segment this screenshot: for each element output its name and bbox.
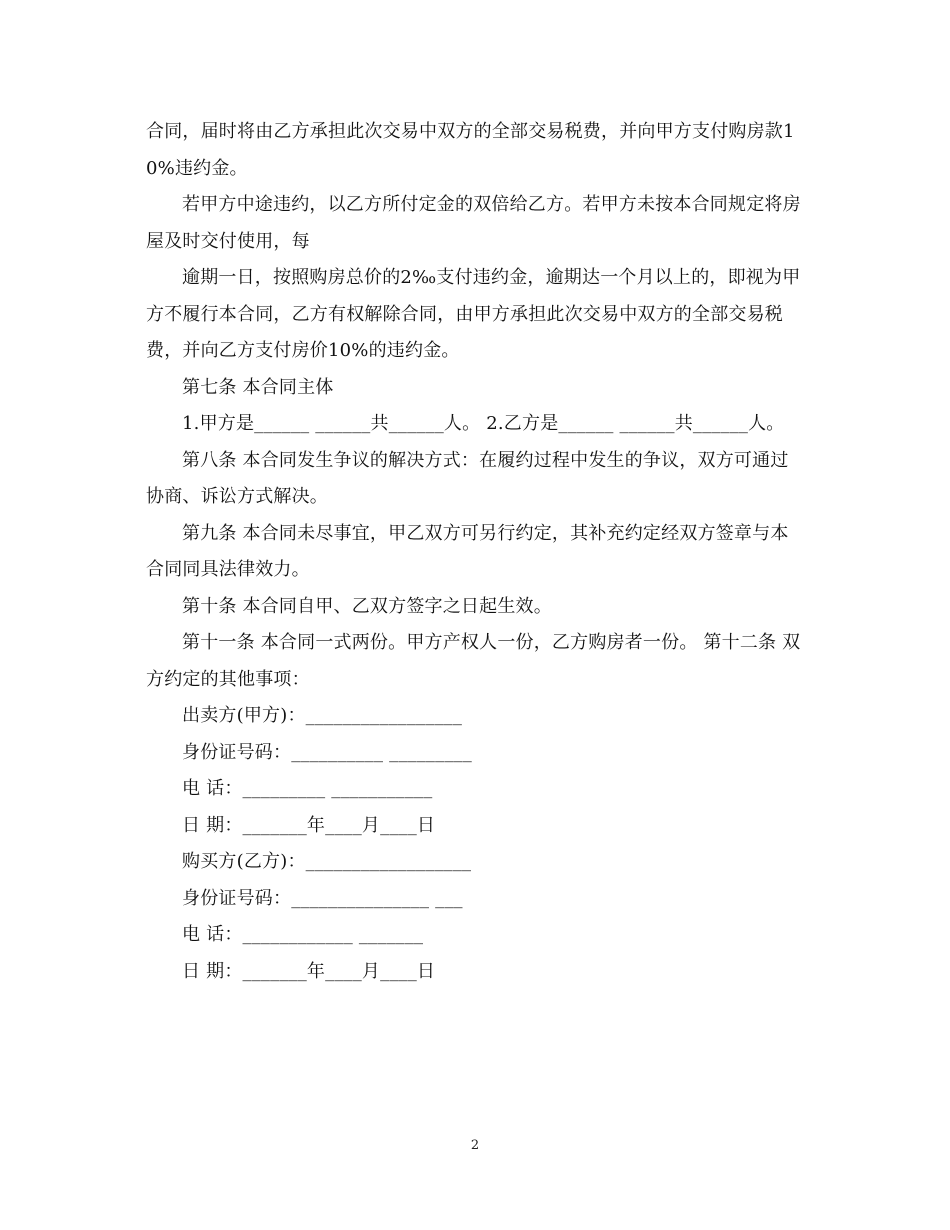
buyer-phone-line: 电 话：____________ _______ [182,924,424,945]
buyer-id-number-line: 身份证号码：_______________ ___ [182,887,463,909]
article-7-heading: 第七条 本合同主体 [182,376,334,398]
paragraph-overdue-penalty: 逾期一日，按照购房总价的2‰支付违约金，逾期达一个月以上的，即视为甲方不履行本合同，乙方有权解除合同，由甲方承担此次交易中双方的全部交易税费，并向乙方支付房价10%的违约金。 [146,267,801,361]
article-11-12-copies-other: 第十一条 本合同一式两份。甲方产权人一份，乙方购房者一份。 第十二条 双方约定的其他事项： [146,632,801,690]
buyer-signature-line: 购买方(乙方)：__________________ [182,851,472,872]
seller-signature-line: 出卖方(甲方)：_________________ [182,705,463,726]
paragraph-liquidated-damages-buyer: 合同，届时将由乙方承担此次交易中双方的全部交易税费，并向甲方支付购房款10%违约金。 [146,121,795,179]
article-10-effective: 第十条 本合同自甲、乙双方签字之日起生效。 [182,595,552,617]
article-7-parties: 1.甲方是______ ______共______人。 2.乙方是______ ______共______人。 [182,413,785,434]
buyer-date-line: 日 期：_______年____月____日 [182,960,436,982]
article-9-supplementary: 第九条 本合同未尽事宜，甲乙双方可另行约定，其补充约定经双方签章与本合同同具法律效力。 [146,522,789,580]
seller-date-line: 日 期：_______年____月____日 [182,814,436,836]
page-number: 2 [470,1138,480,1153]
paragraph-seller-breach: 若甲方中途违约，以乙方所付定金的双倍给乙方。若甲方未按本合同规定将房屋及时交付使用，每 [146,194,801,252]
seller-id-number-line: 身份证号码：__________ _________ [182,741,472,763]
article-8-dispute-resolution: 第八条 本合同发生争议的解决方式：在履约过程中发生的争议，双方可通过协商、诉讼方式解决。 [146,449,789,507]
document-body [146,114,802,990]
seller-phone-line: 电 话：_________ ___________ [182,778,433,799]
